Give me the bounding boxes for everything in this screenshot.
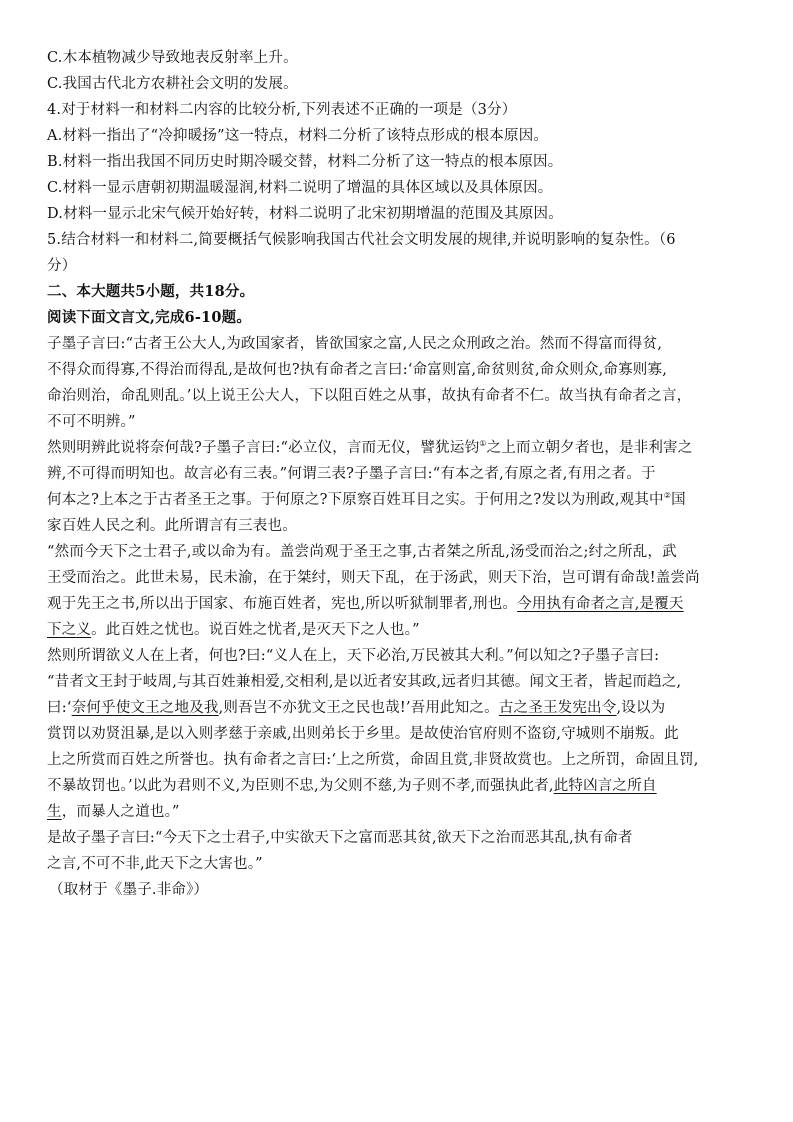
- passage-line: [47, 776, 747, 796]
- passage-line: 命治则治，命乱则乱。’以上说王公大人，下以阻百姓之从事，故执有命者不仁。故当执有命者之言，: [47, 388, 692, 404]
- reading-instruction: 阅读下面文言文,完成6-10题。: [47, 309, 252, 326]
- passage-line: 然则所谓欲义人在上者，何也?曰:“义人在上，天下必治,万民被其大利。”何以知之?子墨子言曰:: [47, 648, 660, 664]
- question-4: 4.对于材料一和材料二内容的比较分析,下列表述不正确的一项是（3分）: [47, 102, 517, 118]
- passage-text: 之上而立朝夕者也，是非利害之: [486, 440, 693, 456]
- question-5-cont: 分）: [47, 258, 77, 274]
- passage-text: 。此百姓之忧也。说百姓之忧者,是灭天下之人也。”: [91, 622, 420, 638]
- passage-line: 子墨子言曰:“古者王公大人,为政国家者，皆欲国家之富,人民之众刑政之治。然而不得富而得贫,: [47, 336, 663, 352]
- passage-line: 赏罚以劝贤沮暴,是以入则孝慈于亲戚,出则弟长于乡里。是故使治官府则不盗窃,守城则不崩叛。此: [47, 726, 679, 742]
- passage-line: 上之所赏而百姓之所誉也。执有命者之言曰:‘上之所赏，命固且赏,非贤故赏也。上之所罚，命固且罚,: [47, 752, 699, 768]
- passage-text: 曰:‘: [47, 700, 72, 716]
- passage-line: “昔者文王封于岐周,与其百姓兼相爱,交相利,是以近者安其政,远者归其德。闻文王者，皆起而趋之,: [47, 674, 682, 690]
- passage-text: 国: [671, 492, 686, 508]
- underlined-sentence: 此特凶言之所自: [553, 778, 657, 794]
- passage-line: 是故子墨子言曰:“今天下之士君子,中实欲天下之富而恶其贫,欲天下之治而恶其乱,执有命者: [47, 830, 633, 846]
- passage-line: 不得众而得寡,不得治而得乱,是故何也?执有命者之言曰:‘命富则富,命贫则贫,命众则众,命寡则寡,: [47, 362, 668, 378]
- passage-line: 不可不明辨。”: [47, 414, 136, 430]
- passage-line: 辨,不可得而明知也。故言必有三表。”何谓三表?子墨子言曰:“有本之者,有原之者,有用之者。于: [47, 466, 656, 482]
- passage-text: 何本之?上本之于古者圣王之事。于何原之?下原察百姓耳目之实。于何用之?发以为刑政,观其中: [47, 492, 664, 508]
- question-5: 5.结合材料一和材料二,简要概括气候影响我国古代社会文明发展的规律,并说明影响的复杂性。（6: [47, 232, 676, 248]
- question-4-option-c: C.材料一显示唐朝初期温暖湿润,材料二说明了增温的具体区域以及具体原因。: [47, 180, 553, 196]
- underlined-sentence: 下之义: [47, 622, 92, 638]
- passage-line: [47, 620, 747, 640]
- underlined-sentence: 今用执有命者之言,是覆天: [517, 596, 684, 612]
- option-c-line-1: C.木本植物减少导致地表反射率上升。: [47, 50, 298, 66]
- passage-text: ,设以为: [616, 700, 666, 716]
- question-4-option-d: D.材料一显示北宋气候开始好转，材料二说明了北宋初期增温的范围及其原因。: [47, 206, 563, 222]
- passage-line: [47, 594, 747, 614]
- passage-text: ,则吾岂不亦犹文王之民也哉!’吾用此知之。: [218, 700, 499, 716]
- passage-line: “然而今天下之士君子,或以命为有。盖尝尚观于圣王之事,古者桀之所乱,汤受而治之;纣之所乱，武: [47, 544, 677, 560]
- passage-line: [47, 698, 747, 718]
- source-citation: （取材于《墨子.非命》）: [49, 882, 209, 898]
- passage-text: 观于先王之书,所以出于国家、布施百姓者，宪也,所以听狱制罪者,刑也。: [47, 596, 518, 612]
- passage-line: [47, 490, 747, 510]
- option-c-line-2: C.我国古代北方农耕社会文明的发展。: [47, 76, 298, 92]
- footnote-marker-2: ②: [663, 491, 672, 501]
- passage-text: 然则明辨此说将奈何哉?子墨子言曰:“必立仪，言而无仪，譬犹运钧: [47, 440, 480, 456]
- underlined-sentence: 古之圣王发宪出令: [498, 700, 617, 716]
- passage-line: 王受而治之。此世未易，民未渝，在于桀纣，则天下乱，在于汤武，则天下治，岂可谓有命哉!盖尝尚: [47, 570, 700, 586]
- passage-line: 之言,不可不非,此天下之大害也。”: [47, 856, 263, 872]
- passage-line: [47, 438, 747, 458]
- passage-text: 不暴故罚也。’以此为君则不义,为臣则不忠,为父则不慈,为子则不孝,而强执此者,: [47, 778, 554, 794]
- question-4-option-b: B.材料一指出我国不同历史时期冷暖交替，材料二分析了这一特点的根本原因。: [47, 154, 563, 170]
- underlined-sentence: 生: [47, 804, 62, 820]
- document-page: [47, 48, 747, 906]
- underlined-sentence: 奈何乎使文王之地及我: [71, 700, 219, 716]
- question-4-option-a: A.材料一指出了“冷抑暖扬”这一特点，材料二分析了该特点形成的根本原因。: [47, 128, 549, 144]
- passage-line: 家百姓人民之利。此所谓言有三表也。: [47, 518, 297, 534]
- passage-line: [47, 802, 747, 822]
- footnote-marker-1: ①: [479, 439, 487, 449]
- section-2-heading: 二、本大题共5小题，共18分。: [47, 283, 255, 300]
- passage-text: ，而暴人之道也。”: [61, 804, 180, 820]
